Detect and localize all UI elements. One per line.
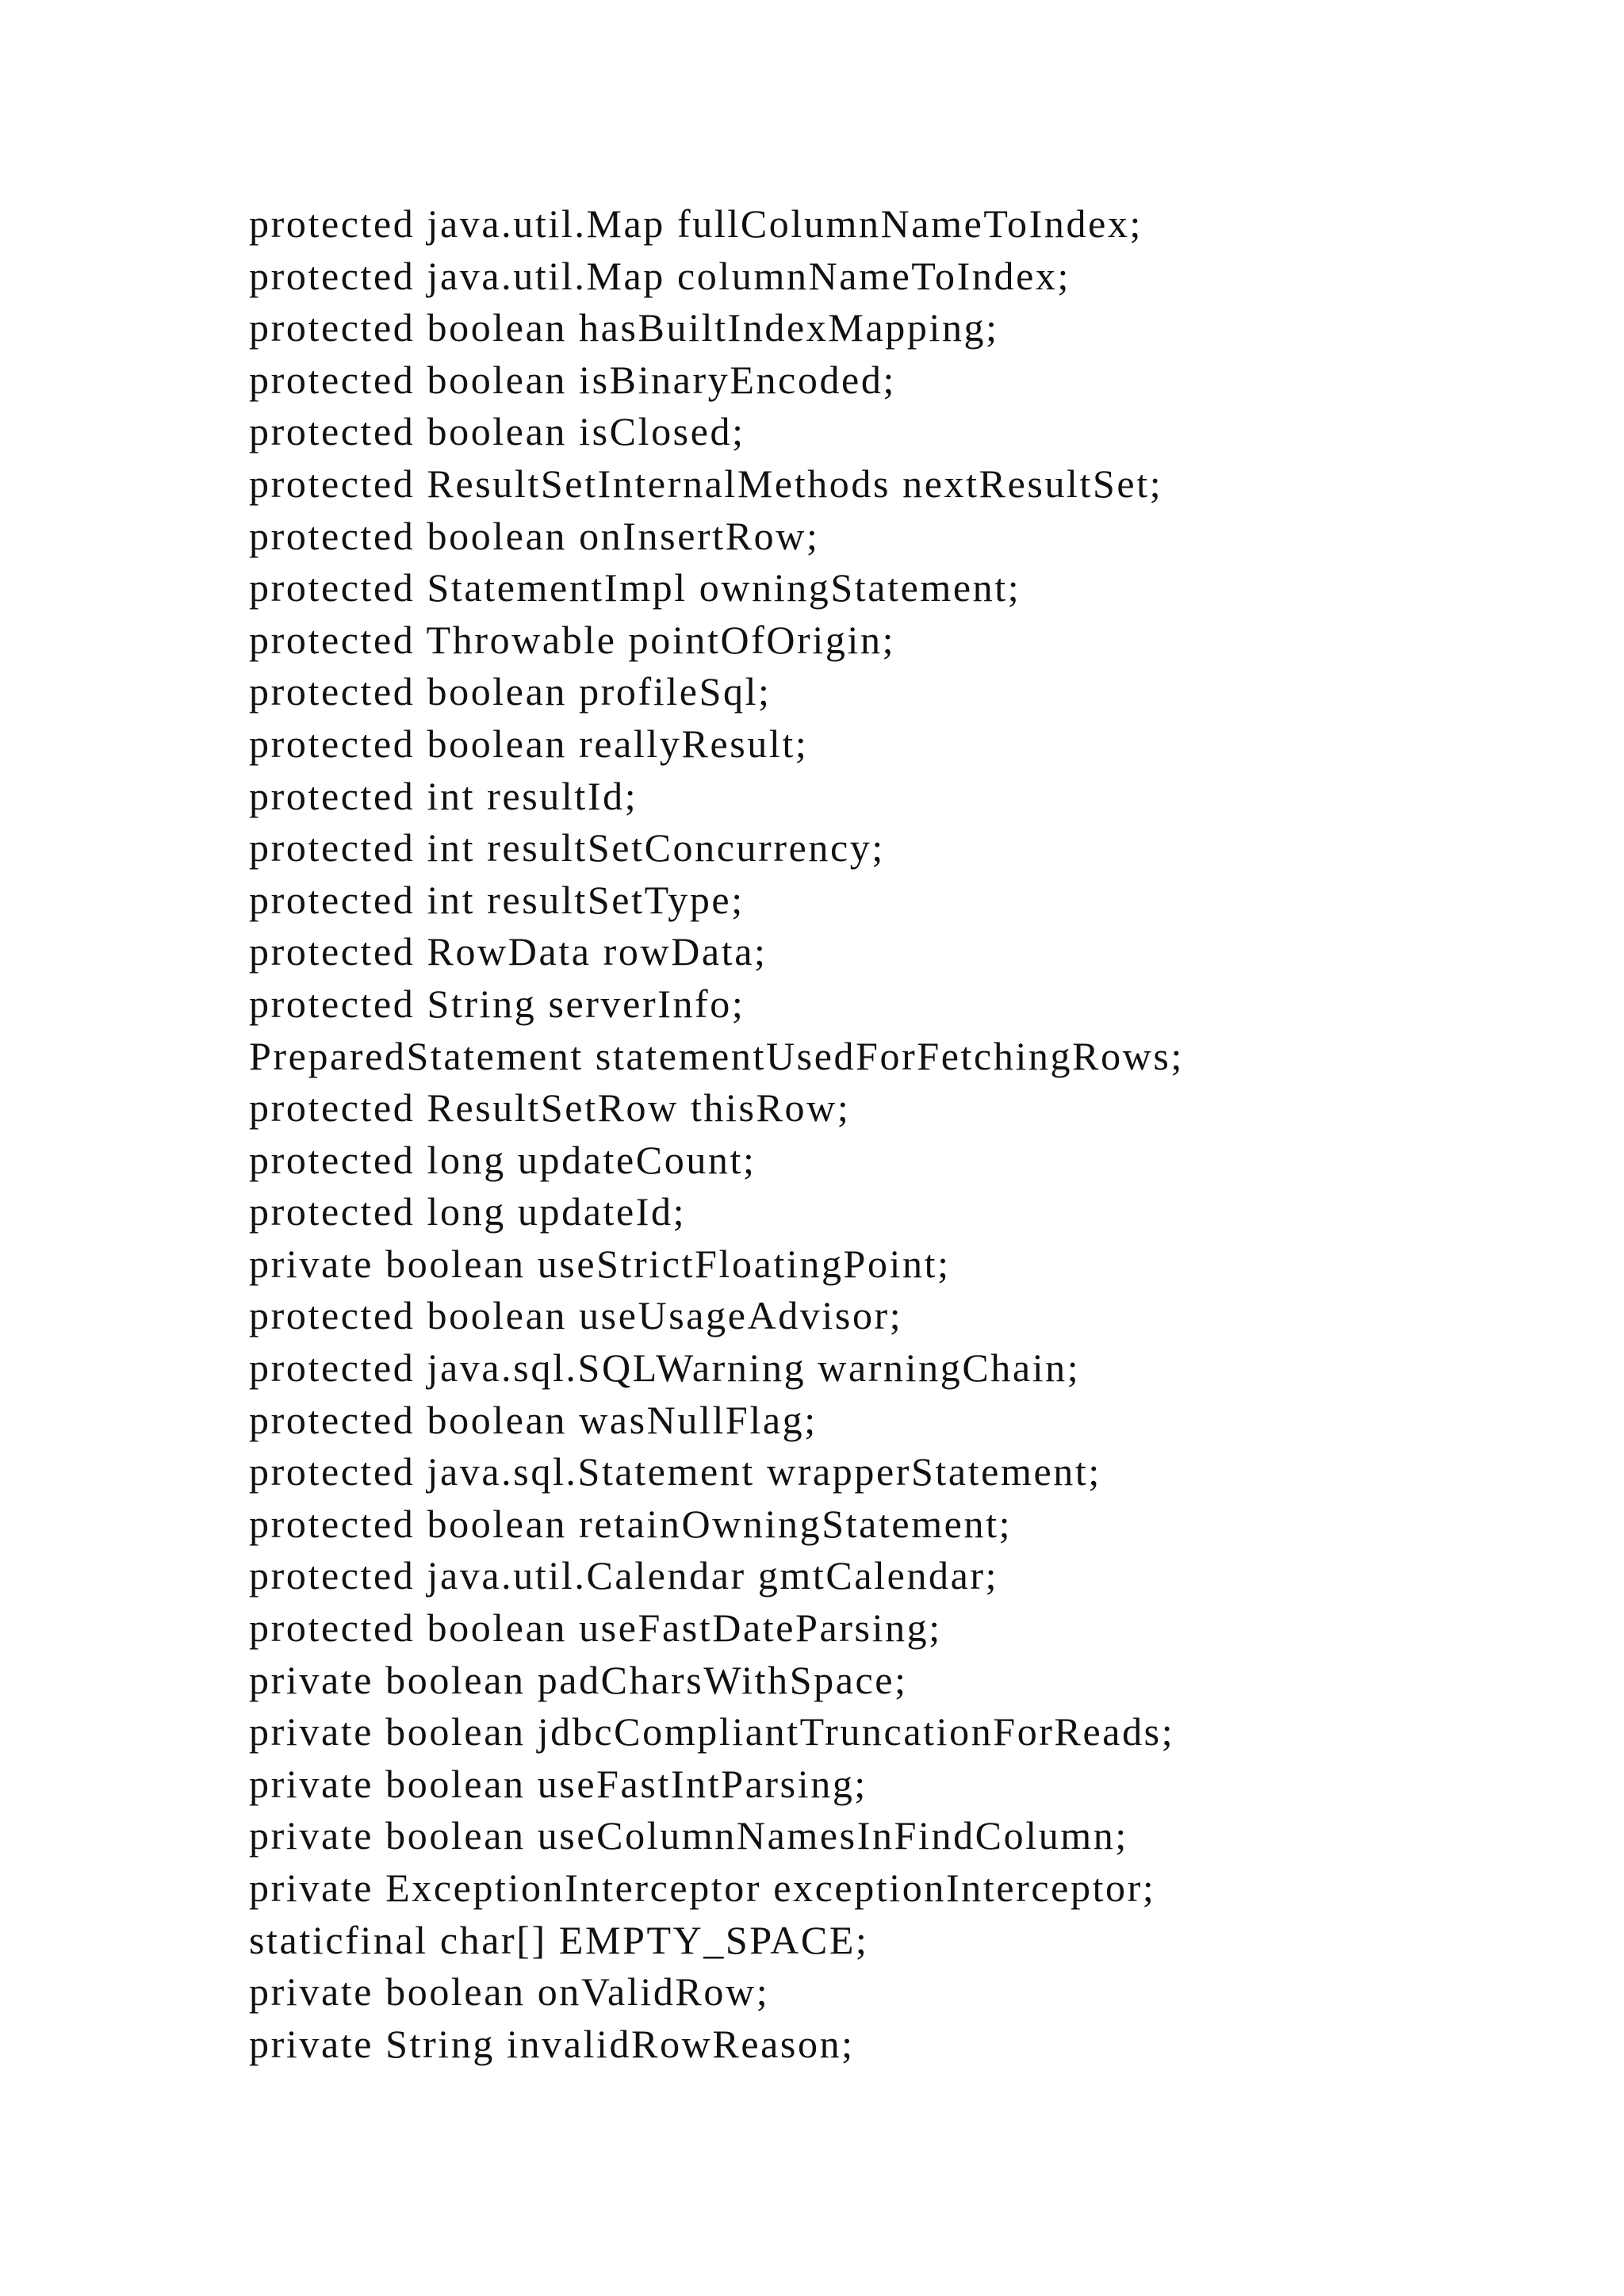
code-line: protected java.util.Map fullColumnNameToIndex; bbox=[249, 201, 1143, 246]
code-line: private ExceptionInterceptor exceptionInterceptor; bbox=[249, 1866, 1156, 1910]
code-line: protected boolean profileSql; bbox=[249, 669, 772, 714]
code-line: protected boolean isBinaryEncoded; bbox=[249, 357, 896, 402]
code-line: private boolean onValidRow; bbox=[249, 1969, 770, 2015]
code-line: protected boolean useFastDateParsing; bbox=[249, 1605, 942, 1651]
code-line: protected java.sql.Statement wrapperStatement; bbox=[249, 1449, 1101, 1494]
code-line: protected int resultSetConcurrency; bbox=[249, 825, 885, 871]
field-declarations bbox=[249, 198, 1557, 2070]
code-line: staticfinal char[] EMPTY_SPACE; bbox=[249, 1917, 869, 1962]
code-line: protected RowData rowData; bbox=[249, 929, 768, 974]
code-line: protected Throwable pointOfOrigin; bbox=[249, 617, 896, 662]
code-line: protected int resultId; bbox=[249, 773, 638, 818]
code-line: protected boolean reallyResult; bbox=[249, 721, 809, 766]
code-line: protected long updateId; bbox=[249, 1189, 687, 1234]
code-line: private boolean jdbcCompliantTruncationForReads; bbox=[249, 1709, 1175, 1755]
code-line: protected boolean hasBuiltIndexMapping; bbox=[249, 305, 999, 350]
code-line: protected String serverInfo; bbox=[249, 981, 745, 1026]
code-line: protected int resultSetType; bbox=[249, 877, 745, 922]
code-line: private boolean useStrictFloatingPoint; bbox=[249, 1241, 951, 1286]
code-line: protected java.sql.SQLWarning warningChain; bbox=[249, 1345, 1081, 1391]
code-line: protected long updateCount; bbox=[249, 1137, 756, 1182]
code-line: protected StatementImpl owningStatement; bbox=[249, 565, 1021, 610]
code-line: private boolean useColumnNamesInFindColumn; bbox=[249, 1813, 1128, 1858]
code-line: protected boolean retainOwningStatement; bbox=[249, 1501, 1013, 1546]
code-line: protected java.util.Map columnNameToIndex; bbox=[249, 253, 1071, 298]
code-line: private boolean padCharsWithSpace; bbox=[249, 1657, 908, 1702]
code-line: protected boolean isClosed; bbox=[249, 409, 745, 454]
code-line: PreparedStatement statementUsedForFetchingRows; bbox=[249, 1033, 1184, 1078]
code-line: protected boolean useUsageAdvisor; bbox=[249, 1293, 903, 1338]
code-line: protected boolean wasNullFlag; bbox=[249, 1397, 818, 1442]
code-line: private String invalidRowReason; bbox=[249, 2021, 855, 2066]
code-line: protected java.util.Calendar gmtCalendar; bbox=[249, 1553, 999, 1598]
code-line: protected ResultSetRow thisRow; bbox=[249, 1085, 851, 1131]
code-line: private boolean useFastIntParsing; bbox=[249, 1761, 868, 1806]
code-line: protected boolean onInsertRow; bbox=[249, 513, 820, 558]
code-line: protected ResultSetInternalMethods nextResultSet; bbox=[249, 461, 1163, 506]
